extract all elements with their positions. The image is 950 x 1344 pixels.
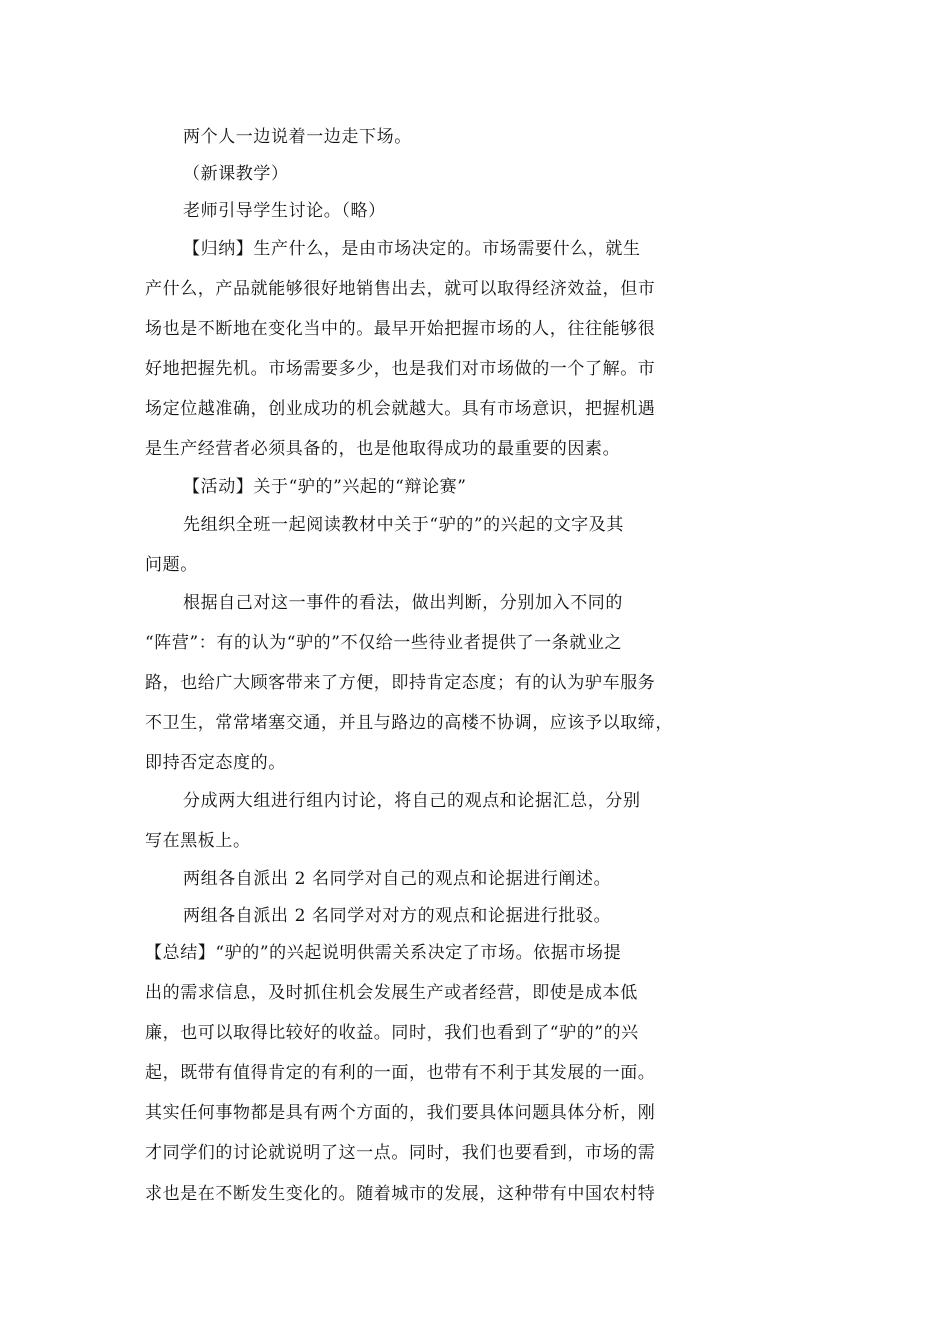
text-line-7: 好地把握先机。市场需要多少，也是我们对市场做的一个了解。市 <box>145 359 656 379</box>
text-line-3: 老师引导学生讨论。（略） <box>183 201 386 221</box>
text-line-28: 求也是在不断发生变化的。随着城市的发展，这种带有中国农村特 <box>145 1184 656 1204</box>
text-line-9: 是生产经营者必须具备的，也是他取得成功的最重要的因素。 <box>145 439 621 459</box>
text-line-6: 场也是不断地在变化当中的。最早开始把握市场的人，往往能够很 <box>145 319 656 339</box>
text-line-15: 路，也给广大顾客带来了方便，即持肯定态度；有的认为驴车服务 <box>145 673 656 693</box>
text-line-22: 【总结】“驴的”的兴起说明供需关系决定了市场。依据市场提 <box>145 943 622 963</box>
text-line-11: 先组织全班一起阅读教材中关于“驴的”的兴起的文字及其 <box>183 515 624 535</box>
text-line-23: 出的需求信息，及时抓住机会发展生产或者经营，即使是成本低 <box>145 983 638 1003</box>
text-line-10: 【活动】关于“驴的”兴起的“辩论赛” <box>183 477 467 497</box>
text-line-25: 起，既带有值得肯定的有利的一面，也带有不利于其发展的一面。 <box>145 1063 656 1083</box>
text-line-14: “阵营”：有的认为“驴的”不仅给一些待业者提供了一条就业之 <box>145 633 623 653</box>
text-line-8: 场定位越准确，创业成功的机会就越大。具有市场意识，把握机遇 <box>145 399 656 419</box>
text-line-20: 两组各自派出 2 名同学对自己的观点和论据进行阐述。 <box>183 869 612 889</box>
text-line-4: 【归纳】生产什么，是由市场决定的。市场需要什么，就生 <box>183 239 641 259</box>
text-line-19: 写在黑板上。 <box>145 831 251 851</box>
text-line-17: 即持否定态度的。 <box>145 753 286 773</box>
text-line-5: 产什么，产品就能够很好地销售出去，就可以取得经济效益，但市 <box>145 279 656 299</box>
text-line-12: 问题。 <box>145 555 198 575</box>
text-line-27: 才同学们的讨论就说明了这一点。同时，我们也要看到，市场的需 <box>145 1143 656 1163</box>
text-line-16: 不卫生，常常堵塞交通，并且与路边的高楼不协调，应该予以取缔， <box>145 713 673 733</box>
text-line-18: 分成两大组进行组内讨论，将自己的观点和论据汇总，分别 <box>183 791 641 811</box>
text-line-24: 廉，也可以取得比较好的收益。同时，我们也看到了“驴的”的兴 <box>145 1023 639 1043</box>
text-line-2: （新课教学） <box>183 164 289 184</box>
text-line-13: 根据自己对这一事件的看法，做出判断，分别加入不同的 <box>183 593 623 613</box>
text-line-1: 两个人一边说着一边走下场。 <box>183 127 412 147</box>
text-line-21: 两组各自派出 2 名同学对对方的观点和论据进行批驳。 <box>183 906 612 926</box>
text-line-26: 其实任何事物都是具有两个方面的，我们要具体问题具体分析，刚 <box>145 1103 656 1123</box>
